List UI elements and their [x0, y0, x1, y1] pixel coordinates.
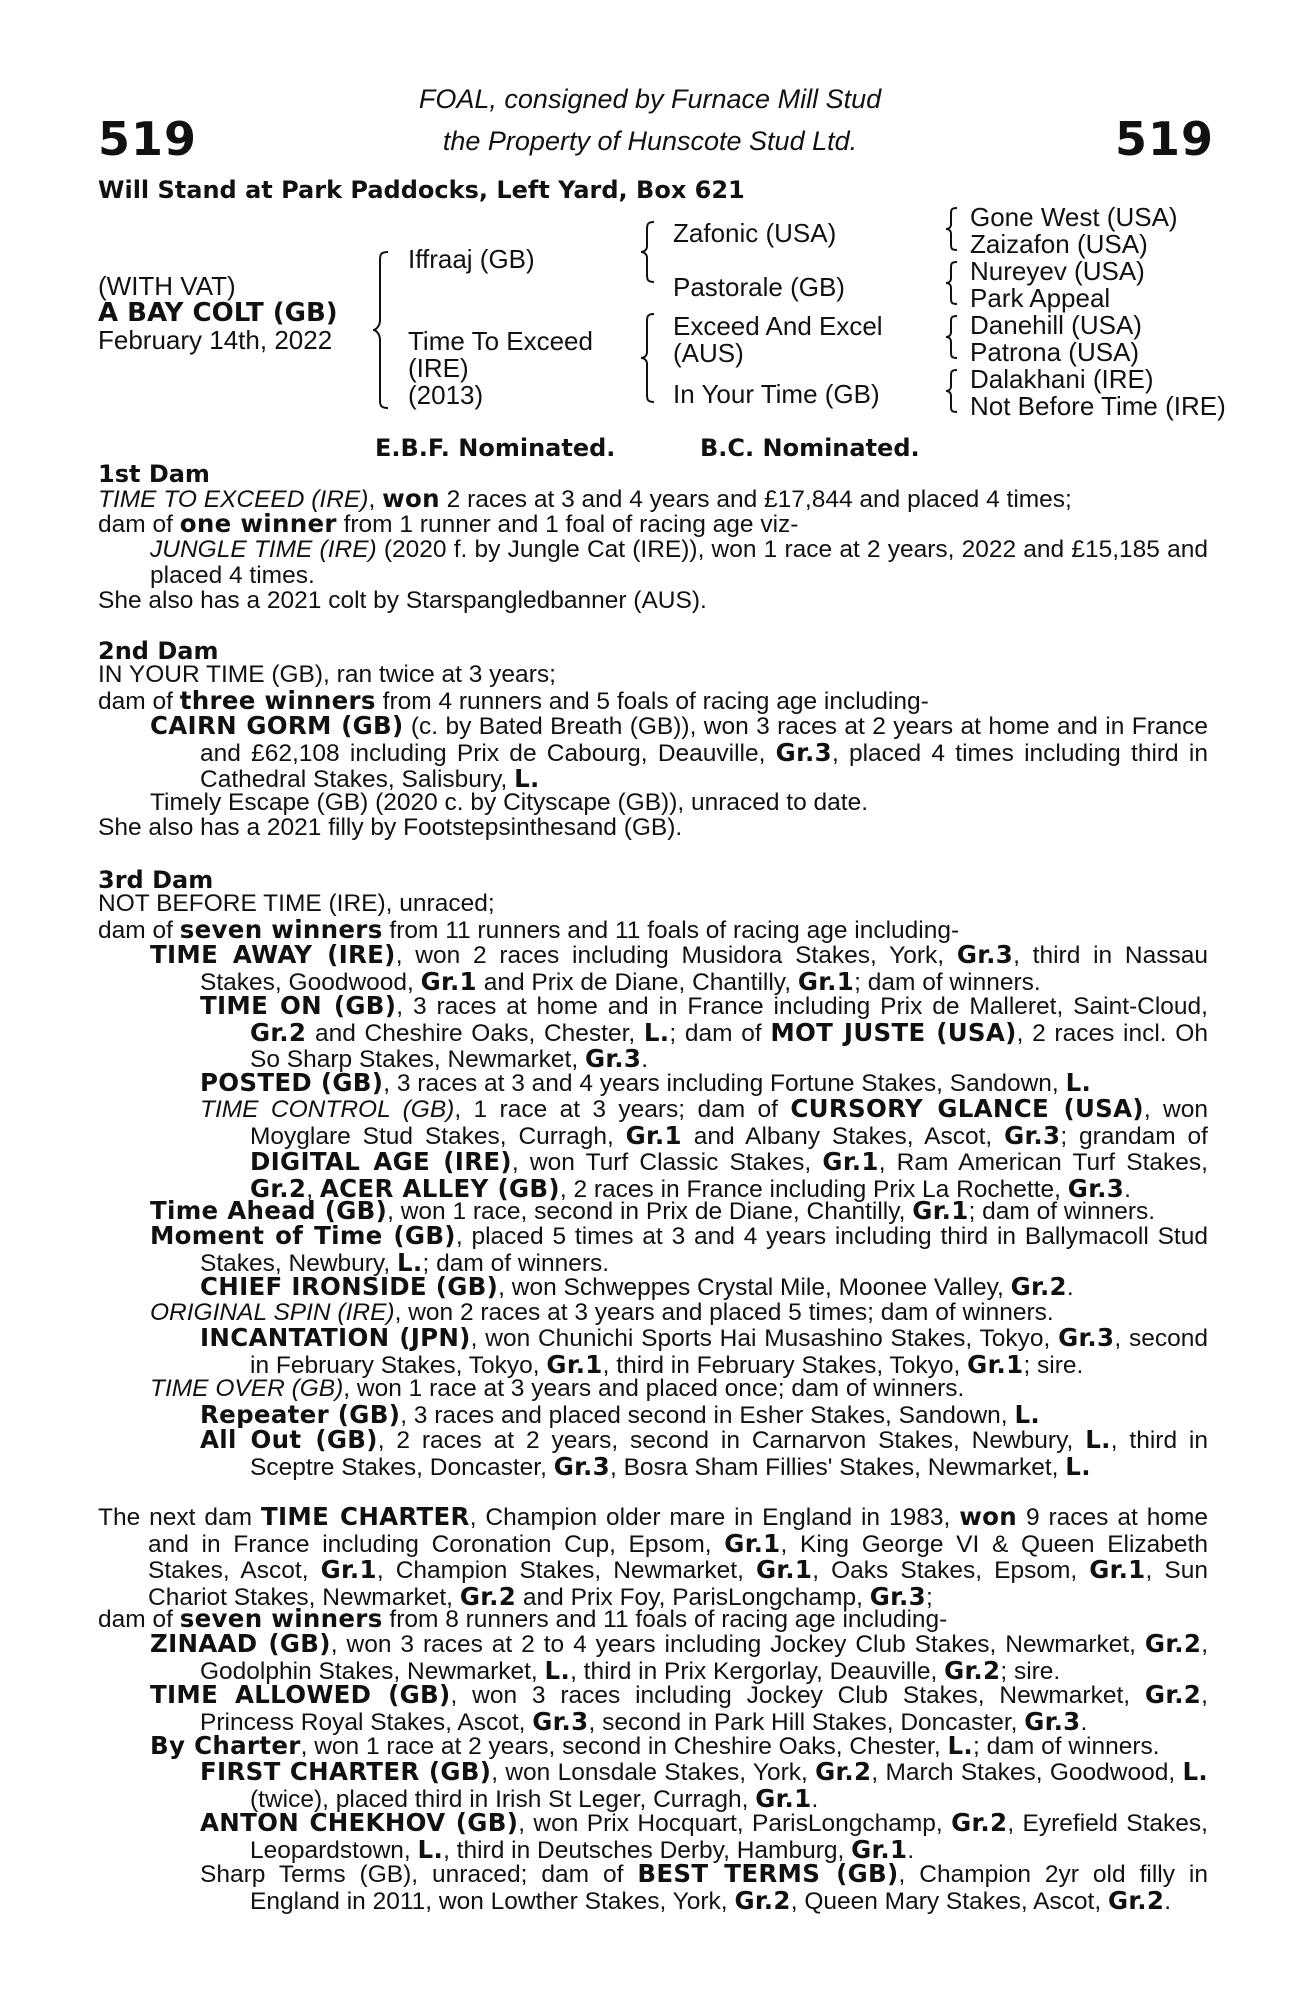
- consignor-line-2: the Property of Hunscote Stud Ltd.: [442, 126, 858, 156]
- vat-note: (WITH VAT): [98, 271, 236, 301]
- dam-line-2: (IRE): [408, 353, 469, 383]
- dam-of-sire: Pastorale (GB): [673, 272, 845, 302]
- stand-location: Will Stand at Park Paddocks, Left Yard, Box 621: [98, 176, 745, 204]
- grandparent-7: Dalakhani (IRE): [970, 364, 1154, 394]
- grandparent-1: Gone West (USA): [970, 202, 1178, 232]
- third-dam-produce-3: Moment of Time (GB), placed 5 times at 3 and 4 years including third in Ballymacoll Stud Stakes, Newbury, L.; dam of winners.: [150, 1221, 1208, 1277]
- dam-of-dam: In Your Time (GB): [673, 379, 880, 409]
- third-dam-line-2: dam of seven winners from 11 runners and 11 foals of racing age including-: [98, 915, 960, 944]
- next-dam-produce-3: By Charter, won 1 race at 2 years, second in Cheshire Oaks, Chester, L.; dam of winners.: [150, 1731, 1160, 1760]
- sire: Iffraaj (GB): [408, 244, 535, 274]
- lot-number-left: 519: [98, 112, 198, 166]
- sire-of-dam-line-2: (AUS): [673, 338, 744, 368]
- consignor-line-1: FOAL, consigned by Furnace Mill Stud: [418, 84, 882, 114]
- third-dam-grandproduce-3: TIME CONTROL (GB), 1 race at 3 years; dam of CURSORY GLANCE (USA), won Moyglare Stud Stakes, Curragh, Gr.1 and Albany Stakes, Ascot, Gr.3; grandam of DIGITAL AGE (IRE), won Turf Classic Stakes, Gr.1, Ram American Turf Stakes, Gr.2, ACER ALLEY (GB), 2 races in France including Prix La Rochette, Gr.3.: [200, 1094, 1208, 1203]
- next-dam-paragraph: The next dam TIME CHARTER, Champion older mare in England in 1983, won 9 races at home and in France including Coronation Cup, Epsom, Gr.1, King George VI & Queen Elizabeth Stakes, Ascot, Gr.1, Champion Stakes, Newmarket, Gr.1, Oaks Stakes, Epsom, Gr.1, Sun Chariot Stakes, Newmarket, Gr.2 and Prix Foy, ParisLongchamp, Gr.3;: [98, 1502, 1208, 1611]
- grandparent-2: Zaizafon (USA): [970, 229, 1148, 259]
- second-dam-line-3: She also has a 2021 filly by Footstepsinthesand (GB).: [98, 814, 683, 841]
- pedigree-brace-7: [945, 368, 961, 414]
- next-dam-produce-1: ZINAAD (GB), won 3 races at 2 to 4 years including Jockey Club Stakes, Newmarket, Gr.2, Godolphin Stakes, Newmarket, L., third in Prix Kergorlay, Deauville, Gr.2; sire.: [150, 1629, 1208, 1685]
- lot-number-right: 519: [1115, 112, 1215, 166]
- bc-nomination: B.C. Nominated.: [700, 434, 920, 462]
- pedigree-brace-3: [640, 312, 658, 404]
- first-dam-line-2: dam of one winner from 1 runner and 1 foal of racing age viz-: [98, 509, 799, 538]
- next-dam-grandproduce-1: FIRST CHARTER (GB), won Lonsdale Stakes, York, Gr.2, March Stakes, Goodwood, L. (twice), placed third in Irish St Leger, Curragh, Gr.1.: [200, 1757, 1208, 1813]
- pedigree-brace-2: [640, 220, 658, 284]
- sire-of-dam-line-1: Exceed And Excel: [673, 311, 883, 341]
- next-dam-produce-2: TIME ALLOWED (GB), won 3 races including Jockey Club Stakes, Newmarket, Gr.2, Princess Royal Stakes, Ascot, Gr.3, second in Park Hill Stakes, Doncaster, Gr.3.: [150, 1680, 1208, 1736]
- third-dam-grandproduce-5: INCANTATION (JPN), won Chunichi Sports Hai Musashino Stakes, Tokyo, Gr.3, second in February Stakes, Tokyo, Gr.1, third in February Stakes, Tokyo, Gr.1; sire.: [200, 1323, 1208, 1379]
- grandparent-6: Patrona (USA): [970, 337, 1140, 367]
- grandparent-5: Danehill (USA): [970, 310, 1142, 340]
- pedigree-brace-5: [945, 260, 961, 306]
- first-dam-heading: 1st Dam: [98, 460, 210, 488]
- next-dam-grandproduce-3: Sharp Terms (GB), unraced; dam of BEST TERMS (GB), Champion 2yr old filly in England in 2011, won Lowther Stakes, York, Gr.2, Queen Mary Stakes, Ascot, Gr.2.: [200, 1859, 1208, 1915]
- grandparent-3: Nureyev (USA): [970, 256, 1145, 286]
- sire-of-sire: Zafonic (USA): [673, 218, 837, 248]
- third-dam-grandproduce-1: TIME ON (GB), 3 races at home and in France including Prix de Malleret, Saint-Cloud, Gr.2 and Cheshire Oaks, Chester, L.; dam of MOT JUSTE (USA), 2 races incl. Oh So Sharp Stakes, Newmarket, Gr.3.: [200, 991, 1208, 1073]
- third-dam-produce-4: ORIGINAL SPIN (IRE), won 2 races at 3 years and placed 5 times; dam of winners.: [150, 1299, 1054, 1326]
- second-dam-heading: 2nd Dam: [98, 637, 219, 665]
- foaling-date: February 14th, 2022: [98, 325, 333, 355]
- third-dam-grandproduce-7: All Out (GB), 2 races at 2 years, second in Carnarvon Stakes, Newbury, L., third in Sceptre Stakes, Doncaster, Gr.3, Bosra Sham Fillies' Stakes, Newmarket, L.: [200, 1425, 1209, 1481]
- second-dam-line-2: dam of three winners from 4 runners and 5 foals of racing age including-: [98, 686, 929, 715]
- third-dam-produce-5: TIME OVER (GB), won 1 race at 3 years and placed once; dam of winners.: [150, 1375, 965, 1402]
- second-dam-produce-1: CAIRN GORM (GB) (c. by Bated Breath (GB)), won 3 races at 2 years at home and in France and £62,108 including Prix de Cabourg, Deauville, Gr.3, placed 4 times including third in Cathedral Stakes, Salisbury, L.: [150, 711, 1208, 793]
- pedigree-brace-4: [945, 206, 961, 252]
- grandparent-4: Park Appeal: [970, 283, 1111, 313]
- third-dam-line-1: NOT BEFORE TIME (IRE), unraced;: [98, 890, 495, 917]
- first-dam-line-3: She also has a 2021 colt by Starspangledbanner (AUS).: [98, 587, 707, 614]
- horse-name: A BAY COLT (GB): [98, 298, 338, 328]
- third-dam-grandproduce-4: CHIEF IRONSIDE (GB), won Schweppes Crystal Mile, Moonee Valley, Gr.2.: [200, 1272, 1074, 1301]
- first-dam-produce-1: JUNGLE TIME (IRE) (2020 f. by Jungle Cat (IRE)), won 1 race at 2 years, 2022 and £15,185 and placed 4 times.: [150, 536, 1208, 589]
- pedigree-brace-1: [372, 250, 392, 410]
- third-dam-grandproduce-2: POSTED (GB), 3 races at 3 and 4 years including Fortune Stakes, Sandown, L.: [200, 1068, 1092, 1097]
- third-dam-heading: 3rd Dam: [98, 866, 214, 894]
- next-dam-grandproduce-2: ANTON CHEKHOV (GB), won Prix Hocquart, ParisLongchamp, Gr.2, Eyrefield Stakes, Leopardstown, L., third in Deutsches Derby, Hamburg, Gr.1.: [200, 1808, 1208, 1864]
- second-dam-produce-2: Timely Escape (GB) (2020 c. by Cityscape (GB)), unraced to date.: [150, 789, 869, 816]
- dam-line-1: Time To Exceed: [408, 326, 593, 356]
- second-dam-line-1: IN YOUR TIME (GB), ran twice at 3 years;: [98, 661, 556, 688]
- third-dam-grandproduce-6: Repeater (GB), 3 races and placed second in Esher Stakes, Sandown, L.: [200, 1400, 1040, 1429]
- dam-line-3: (2013): [408, 380, 484, 410]
- pedigree-brace-6: [945, 314, 961, 360]
- third-dam-produce-2: Time Ahead (GB), won 1 race, second in Prix de Diane, Chantilly, Gr.1; dam of winners.: [150, 1196, 1156, 1225]
- next-dam-line-2: dam of seven winners from 8 runners and 11 foals of racing age including-: [98, 1604, 948, 1633]
- ebf-nomination: E.B.F. Nominated.: [375, 434, 616, 462]
- third-dam-produce-1: TIME AWAY (IRE), won 2 races including Musidora Stakes, York, Gr.3, third in Nassau Stakes, Goodwood, Gr.1 and Prix de Diane, Chantilly, Gr.1; dam of winners.: [150, 940, 1208, 996]
- first-dam-line-1: TIME TO EXCEED (IRE), won 2 races at 3 and 4 years and £17,844 and placed 4 times;: [98, 484, 1072, 513]
- grandparent-8: Not Before Time (IRE): [970, 391, 1226, 421]
